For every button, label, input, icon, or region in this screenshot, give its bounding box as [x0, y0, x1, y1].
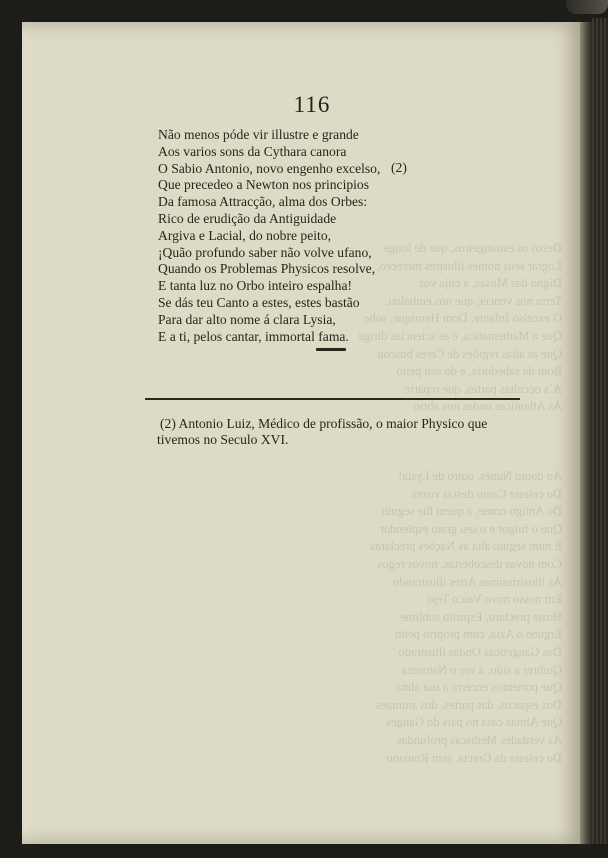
- verse-line: ¡Quão profundo saber não volve ufano,: [158, 244, 372, 260]
- verse-line: E a ti, pelos cantar, immortal fama.: [158, 328, 349, 344]
- verse-line: Rico de erudição da Antiguidade: [158, 210, 337, 226]
- verse-line: Aos varios sons da Cythara canora: [158, 143, 347, 159]
- verse-line: Se dás teu Canto a estes, estes bastão: [158, 294, 360, 310]
- book-gutter: [580, 22, 592, 844]
- verse-line: O Sabio Antonio, novo engenho excelso,: [158, 160, 381, 176]
- page-edges: [592, 18, 608, 844]
- footnote-marker: (2): [391, 160, 407, 175]
- verse-line: Quando os Problemas Physicos resolve,: [158, 261, 376, 277]
- show-through-text: Deixo os estrangeiros, que de longe Lograr seus nomes illustres mereceo, Digno das Musas, a cuja voz Terra nos vencer, que nos embalou, O excelso Infante, Dom Henrique, sobe Que a Mathematica, e as sciencias dirige Que as altas regiões de Ceres buscou Bom da sabedoria, e do seu peito A´s occultas partes, que reparte As Atlanticas ondas nos abrio Ao douto Nunes, outro de Lysia! Do celeste Canto destas vozes Do Antigo nome, a quem lhe seguio Que o fulgor e o seu grato esplendor E num seguio alta as Nações preclaras Com novas descobertas, novos regos As illustrissimas Artes illustrando Em nosso novo Vasco Tejo Hoste preclaro, Espirito sublime Ergueo o Azia, com proprio peito Das Gangeticas Ondas illustrado Quibrer a sido, a ver o Natureza Que portentos encerra a sua alma Dos espacos, das partes, dos animaes Que Almas casa no pais do Ganges As verdades Mediscas profundas Do celeste da Grecia, sem Romano: [358, 241, 562, 765]
- footnote-line: (2) Antonio Luiz, Médico de profissão, o maior Physico que: [160, 416, 488, 431]
- page-number-text: 116: [293, 92, 331, 117]
- footnote: [157, 416, 532, 448]
- page-number: [0, 92, 608, 118]
- ornamental-dash: [316, 348, 346, 351]
- verse-line: Para dar alto nome á clara Lysia,: [158, 311, 336, 327]
- verse-line: Que precedeo a Newton nos principios: [158, 177, 370, 193]
- verse-line: E tanta luz no Orbo inteiro espalha!: [158, 278, 353, 294]
- footnote-rule: [145, 398, 520, 400]
- verse-line: Argiva e Lacial, do nobre peito,: [158, 227, 332, 243]
- verse-line: Não menos póde vir illustre e grande: [158, 127, 359, 142]
- verse-block: [158, 127, 380, 345]
- scanner-clip: [566, 0, 608, 14]
- verse-line: Da famosa Attracção, alma dos Orbes:: [158, 194, 368, 210]
- footnote-line: tivemos no Seculo XVI.: [157, 432, 289, 448]
